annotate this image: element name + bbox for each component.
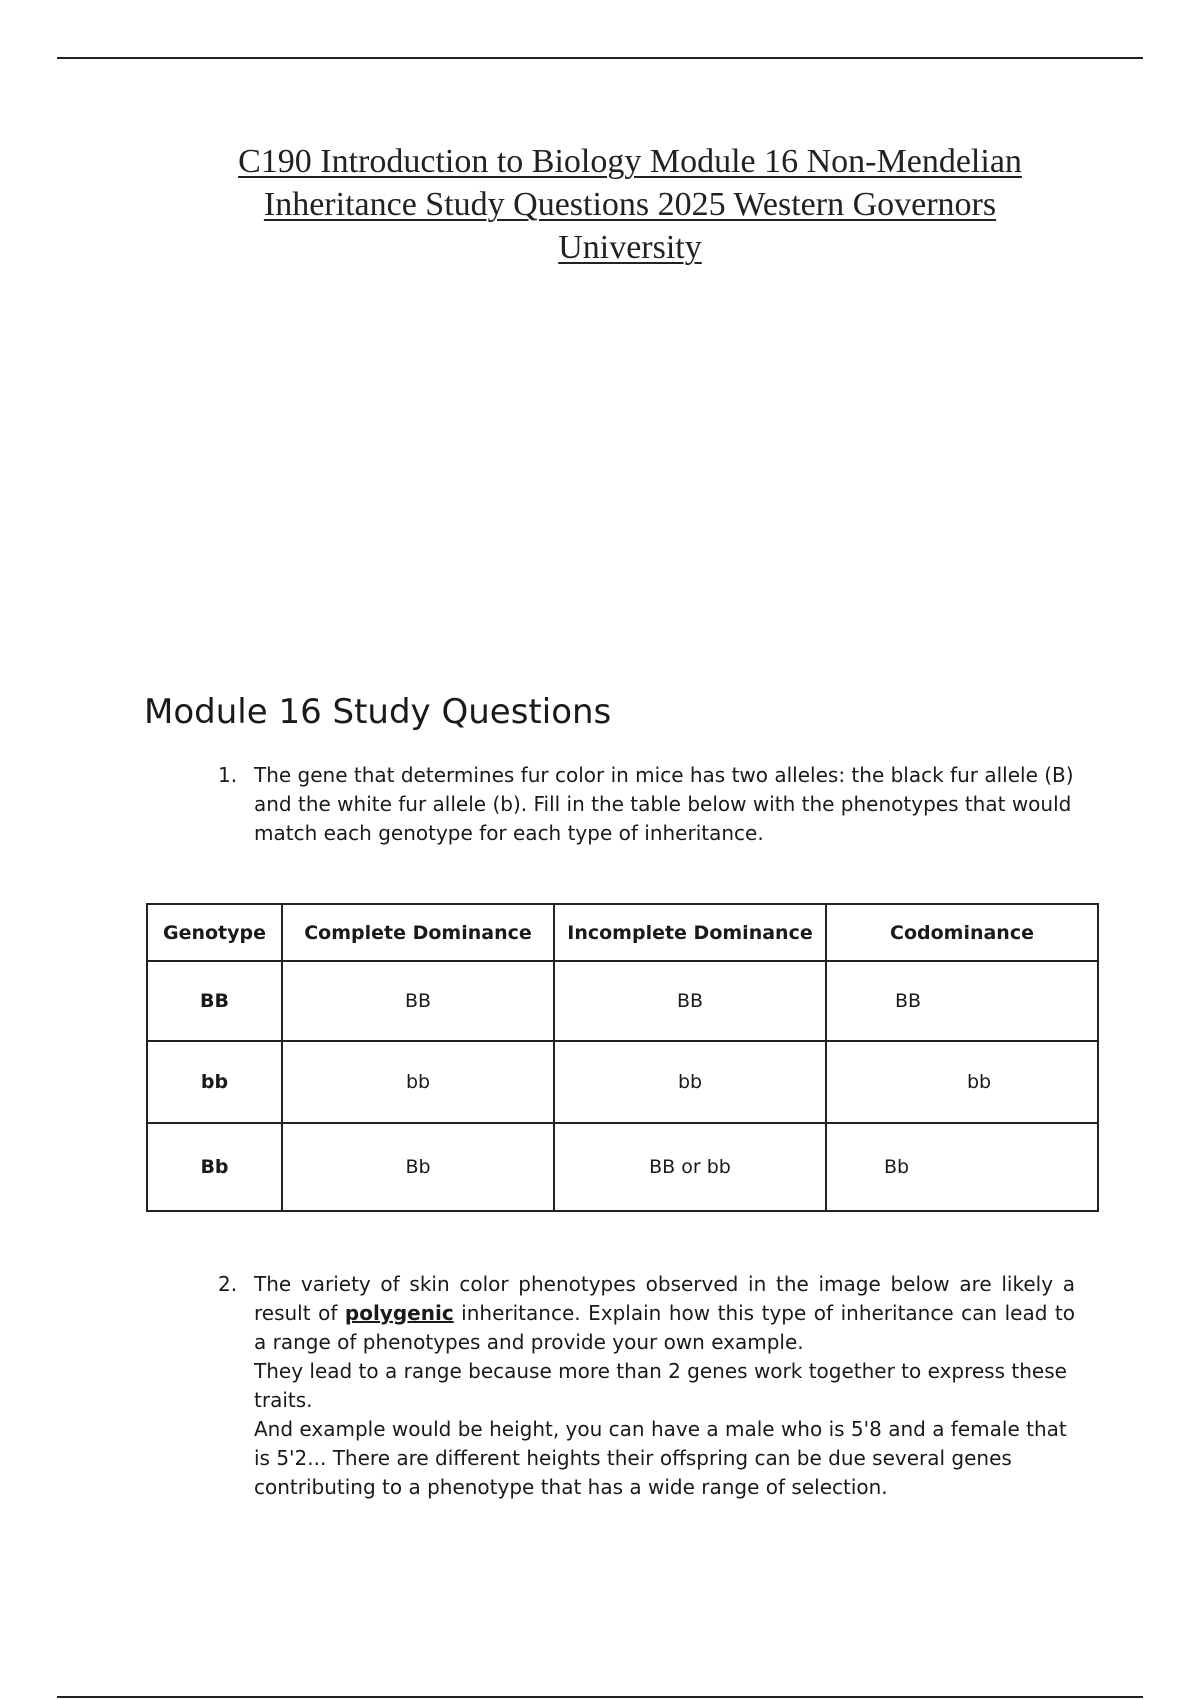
question-2 — [218, 1270, 1075, 1502]
cell-genotype: bb — [147, 1041, 282, 1123]
top-rule — [57, 57, 1143, 59]
table-row — [147, 1041, 1098, 1123]
question-2-body — [254, 1270, 1075, 1502]
cell-genotype: Bb — [147, 1123, 282, 1211]
cell-codominance: bb — [826, 1041, 1098, 1123]
cell-incomplete-dominance: bb — [554, 1041, 826, 1123]
inheritance-table — [146, 903, 1099, 1212]
question-2-text-after: inheritance. Explain how this type of inheritance can lead to a range of phenotypes and provide your own example. — [254, 1301, 1075, 1354]
question-2-prompt — [254, 1270, 1075, 1357]
header-codominance: Codominance — [826, 904, 1098, 961]
table-row — [147, 1123, 1098, 1211]
cell-incomplete-dominance: BB — [554, 961, 826, 1041]
header-complete-dominance: Complete Dominance — [282, 904, 554, 961]
title-line-3: University — [558, 229, 702, 266]
cell-complete-dominance: bb — [282, 1041, 554, 1123]
cell-codominance: Bb — [826, 1123, 1098, 1211]
question-2-answer-1: They lead to a range because more than 2 genes work together to express these traits. — [254, 1359, 1067, 1412]
question-1 — [218, 761, 1075, 848]
question-2-number: 2. — [218, 1272, 238, 1296]
document-title — [180, 140, 1080, 269]
cell-complete-dominance: BB — [282, 961, 554, 1041]
question-1-number: 1. — [218, 763, 238, 787]
table-row — [147, 961, 1098, 1041]
bottom-rule — [57, 1696, 1143, 1698]
header-incomplete-dominance: Incomplete Dominance — [554, 904, 826, 961]
title-line-2: Inheritance Study Questions 2025 Western Governors — [263, 186, 997, 223]
question-2-text-before: The variety of skin color phenotypes observed in the image below are likely a result of — [254, 1272, 1075, 1325]
cell-incomplete-dominance: BB or bb — [554, 1123, 826, 1211]
table-header-row — [147, 904, 1098, 961]
section-heading: Module 16 Study Questions — [144, 692, 612, 732]
cell-codominance: BB — [826, 961, 1098, 1041]
question-2-answer-2: And example would be height, you can have a male who is 5'8 and a female that is 5'2... There are different heights their offspring can be due several genes contributing to a phenotype that has a wide range of selection. — [254, 1417, 1067, 1499]
header-genotype: Genotype — [147, 904, 282, 961]
cell-complete-dominance: Bb — [282, 1123, 554, 1211]
title-line-1: C190 Introduction to Biology Module 16 Non-Mendelian — [238, 143, 1022, 180]
question-1-text: The gene that determines fur color in mice has two alleles: the black fur allele (B) and the white fur allele (b). Fill in the table below with the phenotypes that would match each genotype for each type of inheritance. — [254, 763, 1074, 845]
question-2-keyword: polygenic — [344, 1301, 454, 1325]
cell-genotype: BB — [147, 961, 282, 1041]
